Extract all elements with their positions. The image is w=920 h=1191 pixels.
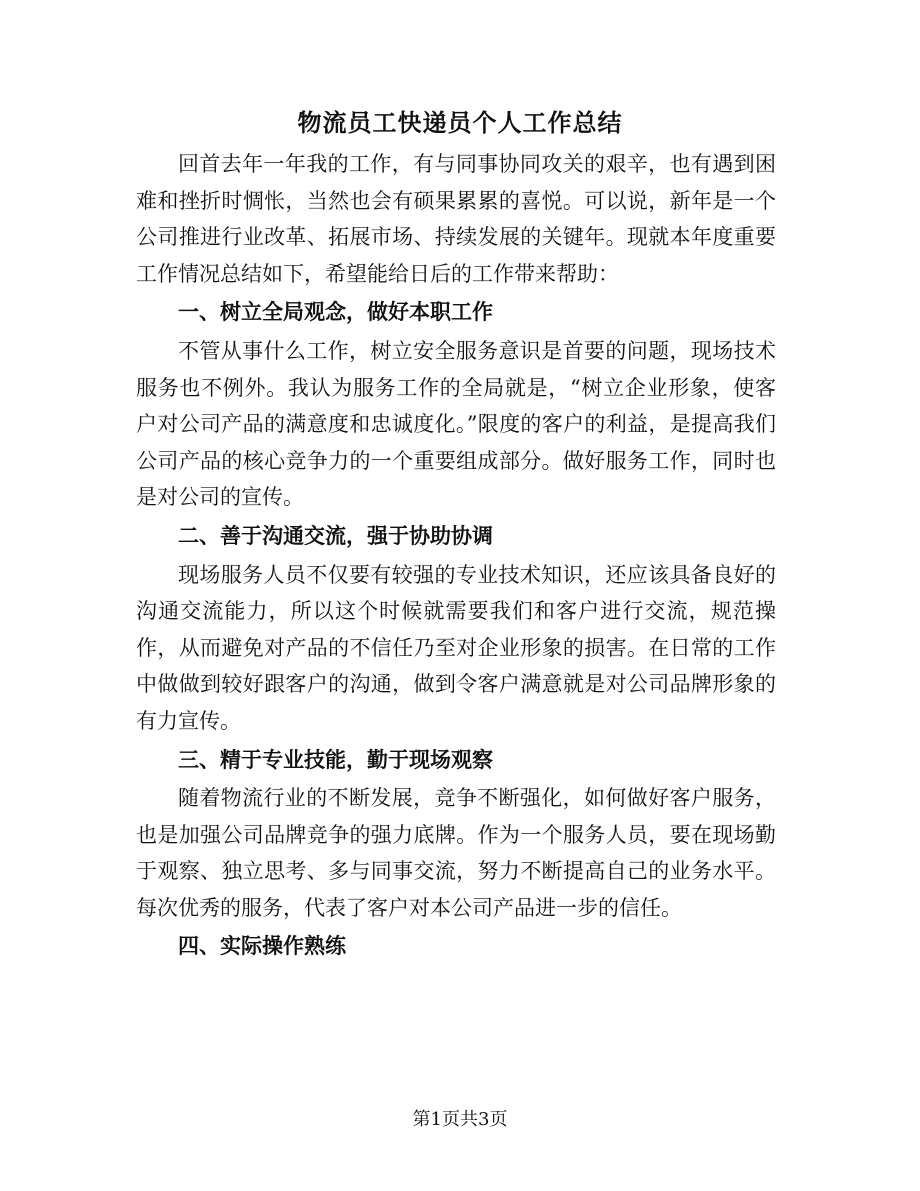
section-1-heading: 一、树立全局观念，做好本职工作 bbox=[178, 299, 493, 325]
section-2-paragraph: 现场服务人员不仅要有较强的专业技术知识，还应该具备良好的沟通交流能力，所以这个时候就需要我们和客户进行交流，规范操作，从而避免对产品的不信任乃至对企业形象的损害。在日常的工作中做做到较好跟客户的沟通，做到令客户满意就是对公司品牌形象的有力宣传。 bbox=[136, 562, 776, 733]
section-1-paragraph: 不管从事什么工作，树立安全服务意识是首要的问题，现场技术服务也不例外。我认为服务工作的全局就是，“树立企业形象，使客户对公司产品的满意度和忠诚度化。”限度的客户的利益，是提高我们公司产品的核心竞争力的一个重要组成部分。做好服务工作，同时也是对公司的宣传。 bbox=[136, 338, 776, 510]
intro-paragraph: 回首去年一年我的工作，有与同事协同攻关的艰辛，也有遇到困难和挫折时惆怅，当然也会有硕果累累的喜悦。可以说，新年是一个公司推进行业改革、拓展市场、持续发展的关键年。现就本年度重要工作情况总结如下，希望能给日后的工作带来帮助： bbox=[136, 152, 776, 286]
section-4-heading: 四、实际操作熟练 bbox=[178, 933, 346, 959]
page-number: 第1页共3页 bbox=[412, 1109, 508, 1130]
section-3-heading: 三、精于专业技能，勤于现场观察 bbox=[178, 746, 493, 772]
section-3-paragraph: 随着物流行业的不断发展，竞争不断强化，如何做好客户服务，也是加强公司品牌竞争的强力底牌。作为一个服务人员，要在现场勤于观察、独立思考、多与同事交流，努力不断提高自己的业务水平。每次优秀的服务，代表了客户对本公司产品进一步的信任。 bbox=[136, 786, 776, 920]
section-2-heading: 二、善于沟通交流，强于协助协调 bbox=[178, 522, 493, 548]
document-body bbox=[136, 146, 776, 967]
document-title: 物流员工快递员个人工作总结 bbox=[297, 108, 623, 137]
